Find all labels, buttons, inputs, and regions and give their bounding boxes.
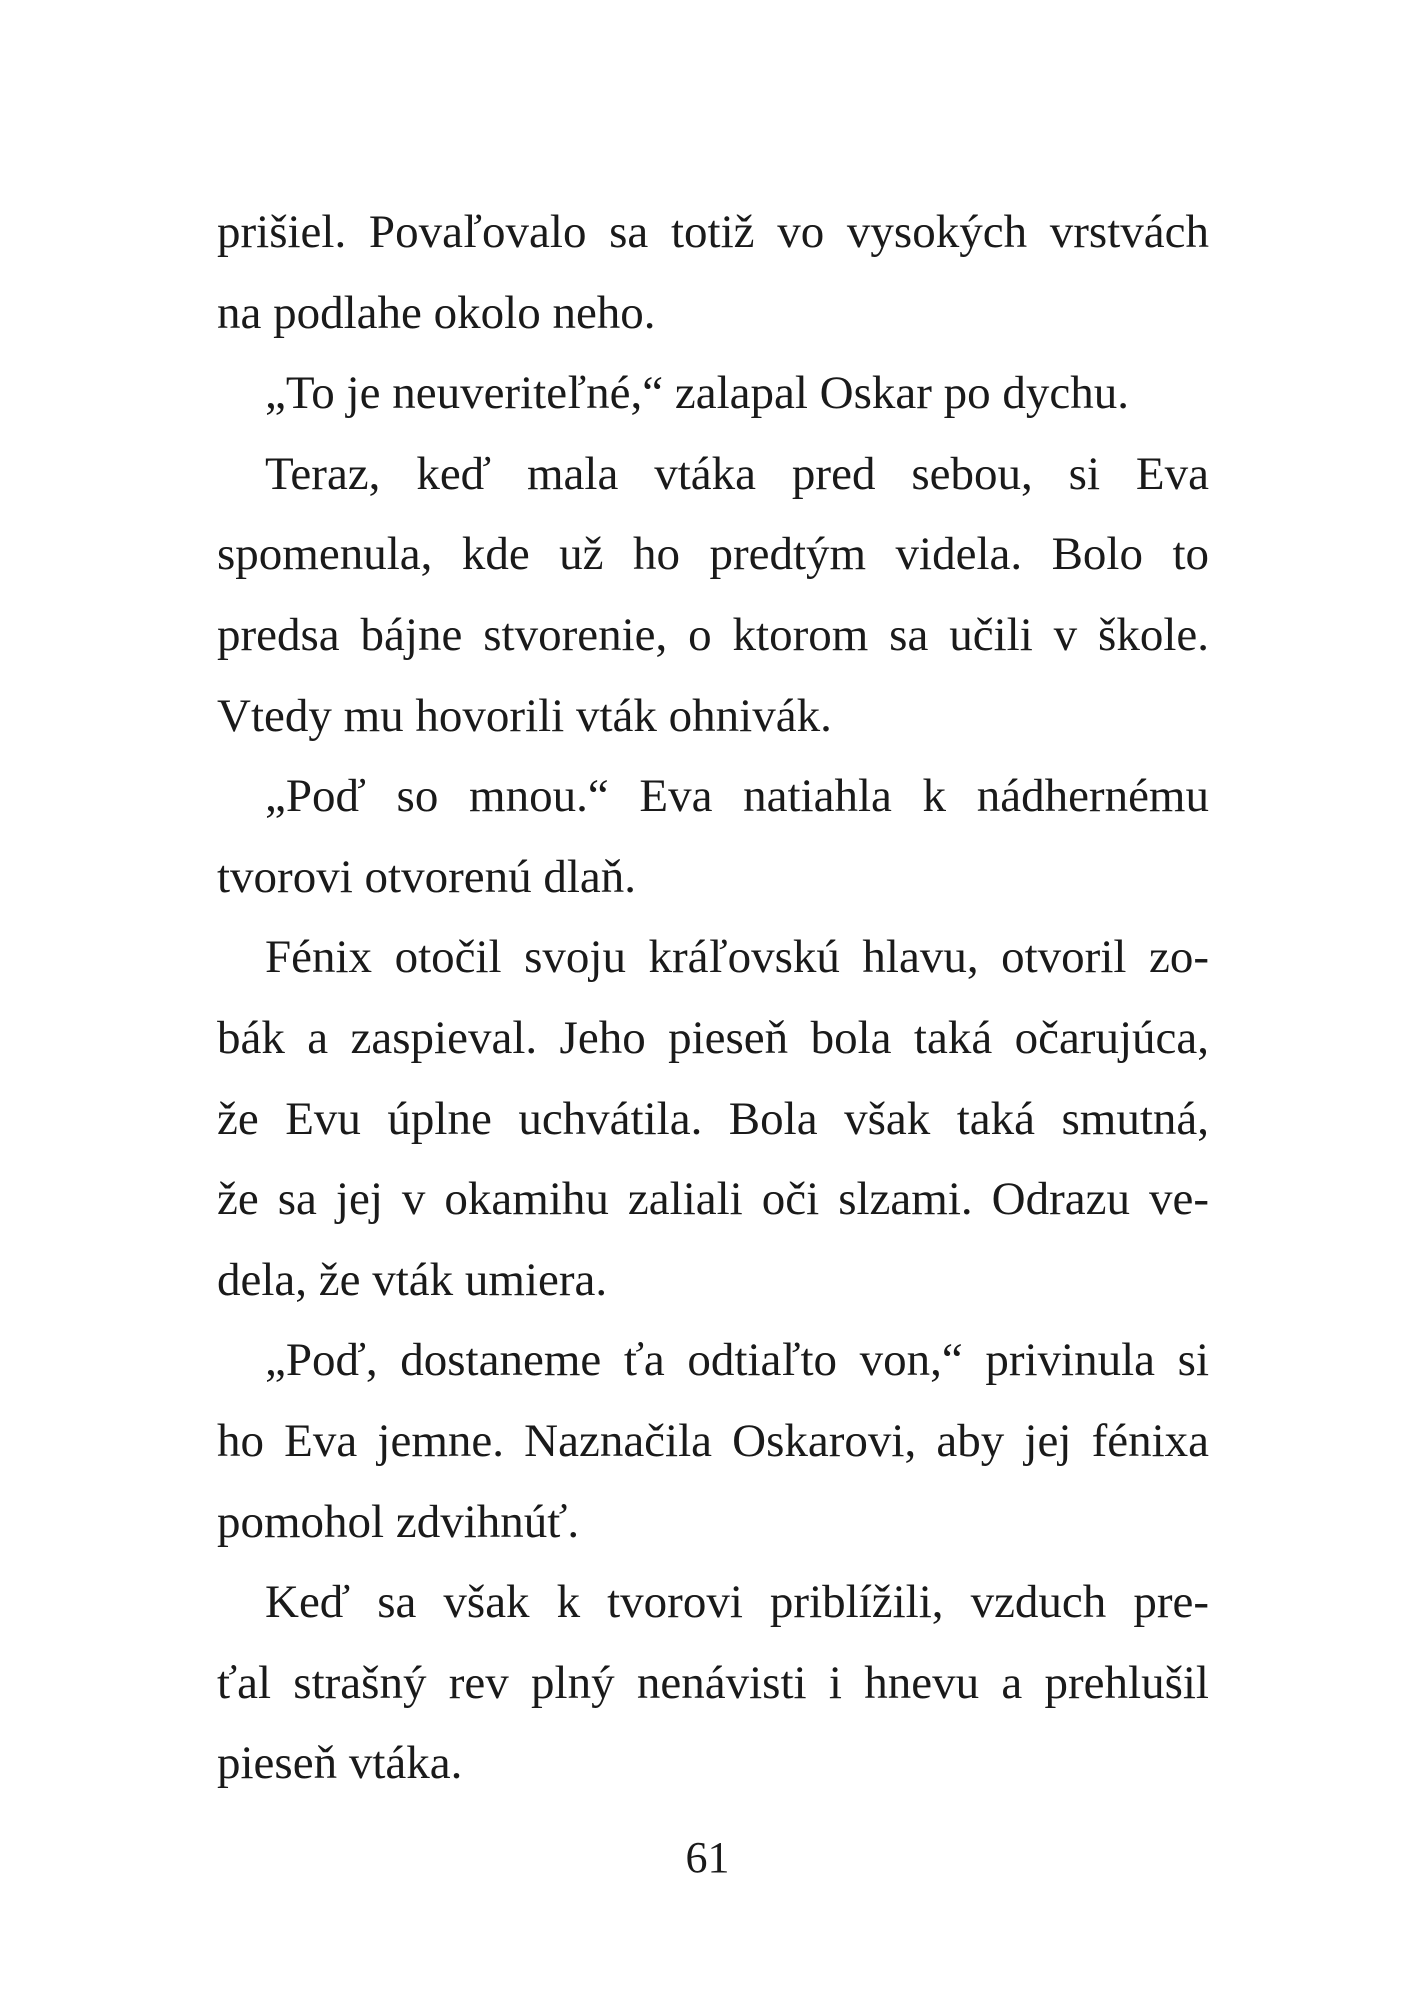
text-line: bák a zaspieval. Jeho pieseň bola taká očarujúca, xyxy=(217,1011,1209,1064)
text-line: ťal strašný rev plný nenávisti i hnevu a prehlušil xyxy=(217,1656,1209,1709)
text-line: na podlahe okolo neho. xyxy=(217,286,656,339)
text-line: predsa bájne stvorenie, o ktorom sa učili v škole. xyxy=(217,608,1209,661)
text-line: pomohol zdvihnúť. xyxy=(217,1495,580,1548)
text-line: prišiel. Povaľovalo sa totiž vo vysokých vrstvách xyxy=(217,206,1209,258)
body-text xyxy=(217,192,1209,1804)
text-line: Fénix otočil svoju kráľovskú hlavu, otvoril zo- xyxy=(265,931,1209,984)
text-line: že sa jej v okamihu zaliali oči slzami. Odrazu ve- xyxy=(217,1173,1209,1226)
text-line: „Poď so mnou.“ Eva natiahla k nádhernému xyxy=(265,770,1209,823)
text-line: „To je neuveriteľné,“ zalapal Oskar po dychu. xyxy=(265,367,1130,420)
text-line: Keď sa však k tvorovi priblížili, vzduch pre- xyxy=(265,1576,1209,1629)
text-line: že Evu úplne uchvátila. Bola však taká smutná, xyxy=(217,1092,1209,1145)
page-number: 61 xyxy=(685,1833,730,1882)
text-line: „Poď, dostaneme ťa odtiaľto von,“ privinula si xyxy=(265,1334,1209,1387)
text-line: Vtedy mu hovorili vták ohnivák. xyxy=(217,689,832,742)
text-line: spomenula, kde už ho predtým videla. Bolo to xyxy=(217,528,1209,581)
text-line: Teraz, keď mala vtáka pred sebou, si Eva xyxy=(265,447,1209,500)
text-line: ho Eva jemne. Naznačila Oskarovi, aby jej fénixa xyxy=(217,1414,1209,1467)
text-line: tvorovi otvorenú dlaň. xyxy=(217,850,637,903)
text-line: pieseň vtáka. xyxy=(217,1737,463,1790)
text-line: dela, že vták umiera. xyxy=(217,1253,608,1306)
